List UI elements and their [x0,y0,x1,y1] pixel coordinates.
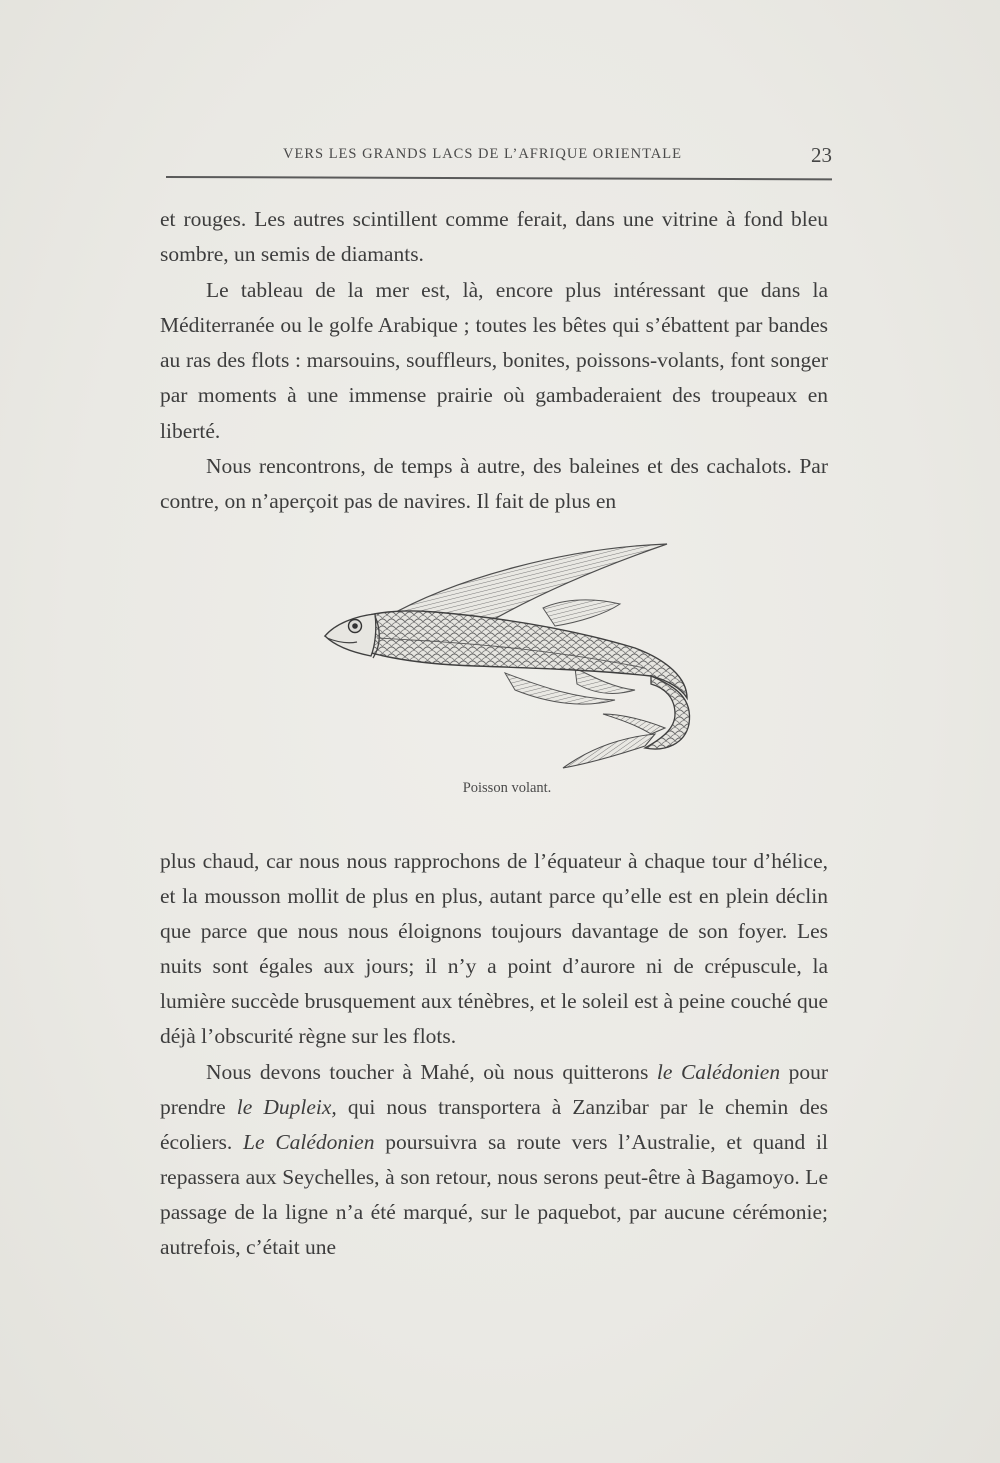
ship-name: le Calédonien [656,1059,781,1084]
text-run: poursuivra sa route vers l’Australie, et quand il repassera aux Seychelles, à son retour, nous serons peut-être à Bagamoyo. Le passage de la ligne n’a été marqué, sur le paquebot, par aucune cérémonie; autrefois, c’était une [160,1129,828,1260]
running-head: VERS LES GRANDS LACS DE L’AFRIQUE ORIENTALE [283,146,682,162]
figure-caption: Poisson volant. [462,780,552,796]
tail-fin [563,734,655,768]
text-run: qui nous transportera à Zanzibar par le chemin des écoliers. [160,1094,829,1154]
header-rule [166,176,832,180]
ship-name: le Dupleix, [236,1094,337,1119]
paragraph-continued: plus chaud, car nous nous rapprochons de l’équateur à chaque tour d’hélice, et la mousson mollit de plus en plus, autant parce qu’elle est en plein déclin que parce que nous nous éloignons toujours davantage de son foyer. Les nuits sont égales aux jours; il n’y a point d’aurore ni de crépuscule, la lumière succède brusquement aux ténèbres, et le soleil est à peine couché que déjà l’obscurité règne sur les flots. [160,849,828,1049]
paragraph [160,1055,828,1266]
text-run: Nous devons toucher à Mahé, où nous quitterons [206,1059,657,1084]
paragraph-continued: et rouges. Les autres scintillent comme ferait, dans une vitrine à fond bleu sombre, un semis de diamants. [160,207,828,267]
flying-fish-illustration [315,538,695,770]
page-number: 23 [811,143,832,167]
fish-body [325,611,687,698]
paragraph: Le tableau de la mer est, là, encore plus intéressant que dans la Méditerranée ou le golfe Arabique ; toutes les bêtes qui s’ébattent par bandes au ras des flots : marsouins, souffleurs, bonites, poissons-volants, font songer par moments à une immense prairie où gambaderaient des troupeaux en liberté. [160,277,828,443]
ship-name: Le Calédonien [243,1129,375,1154]
text-block-bottom [160,844,828,1265]
paragraph: Nous rencontrons, de temps à autre, des baleines et des cachalots. Par contre, on n’aperçoit pas de navires. Il fait de plus en [160,454,828,514]
text-run: pour prendre [160,1059,829,1119]
text-block-top [160,202,828,520]
